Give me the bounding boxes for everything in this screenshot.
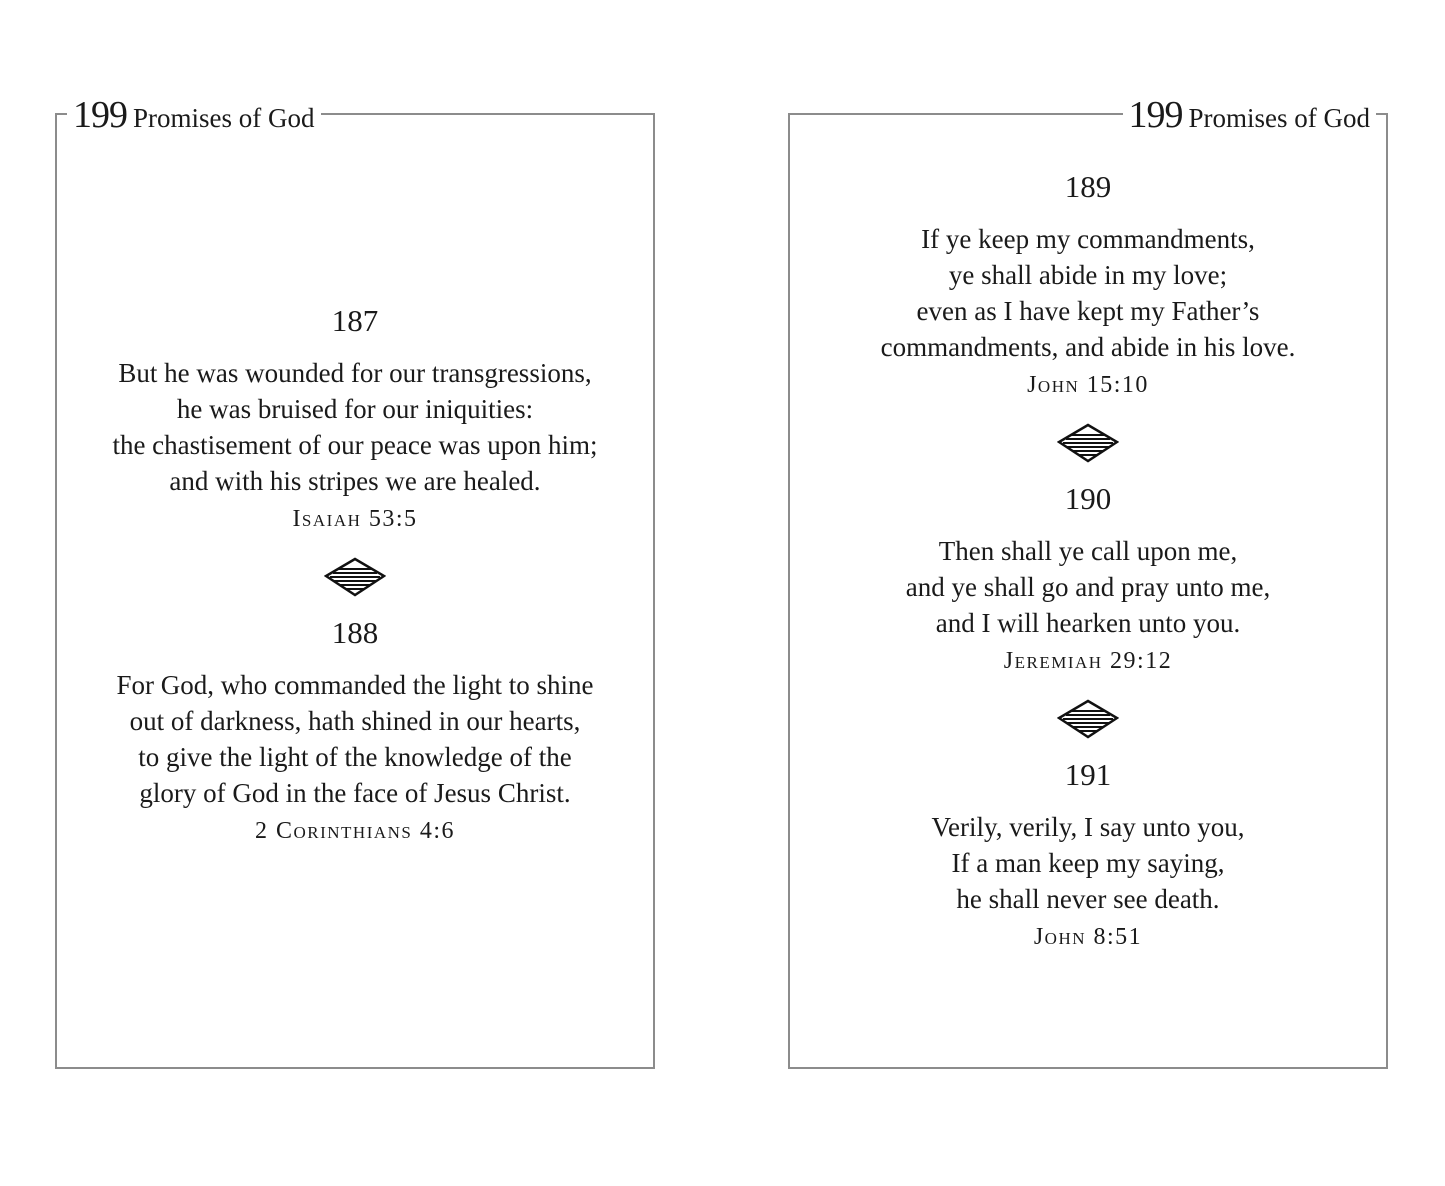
diamond-ornament-icon [1057,699,1119,739]
verse-reference: John 8:51 [1033,924,1143,950]
verse-text: But he was wounded for our transgressions, he was bruised for our iniquities: the chastisement of our peace was upon him; and with his stripes we are healed. [112,358,598,496]
entry-number: 187 [331,303,379,338]
diamond-ornament-icon [1057,423,1119,463]
verse-reference: 2 Corinthians 4:6 [254,818,456,844]
diamond-ornament-icon [324,557,386,597]
header-title: Promises of God [1188,103,1370,133]
verse-text: For God, who commanded the light to shine out of darkness, hath shined in our hearts, to give the light of the knowledge of the glory of God in the face of Jesus Christ. [116,670,594,808]
page-content [57,301,653,847]
verse-text: If ye keep my commandments, ye shall abide in my love; even as I have kept my Father’s commandments, and abide in his love. [880,224,1296,362]
entry-number: 191 [1064,757,1112,792]
page-content [790,167,1386,953]
entry-number: 190 [1064,481,1112,516]
right-page [788,94,1388,1069]
promise-entry [57,613,653,847]
header-number: 199 [73,94,127,136]
page-header [67,95,321,143]
header-number: 199 [1128,94,1183,136]
entry-number: 189 [1064,169,1112,204]
verse-reference: John 15:10 [1027,372,1149,398]
verse-text: Verily, verily, I say unto you, If a man keep my saying, he shall never see death. [931,812,1245,914]
verse-text: Then shall ye call upon me, and ye shall go and pray unto me, and I will hearken unto you. [905,536,1271,638]
page-header [1123,95,1377,143]
header-title: Promises of God [133,103,315,133]
promise-entry [790,479,1386,677]
verse-reference: Isaiah 53:5 [292,506,418,532]
promise-entry [57,301,653,535]
verse-reference: Jeremiah 29:12 [1003,648,1173,674]
promise-entry [790,755,1386,953]
promise-entry [790,167,1386,401]
entry-number: 188 [331,615,379,650]
left-page [55,94,655,1069]
